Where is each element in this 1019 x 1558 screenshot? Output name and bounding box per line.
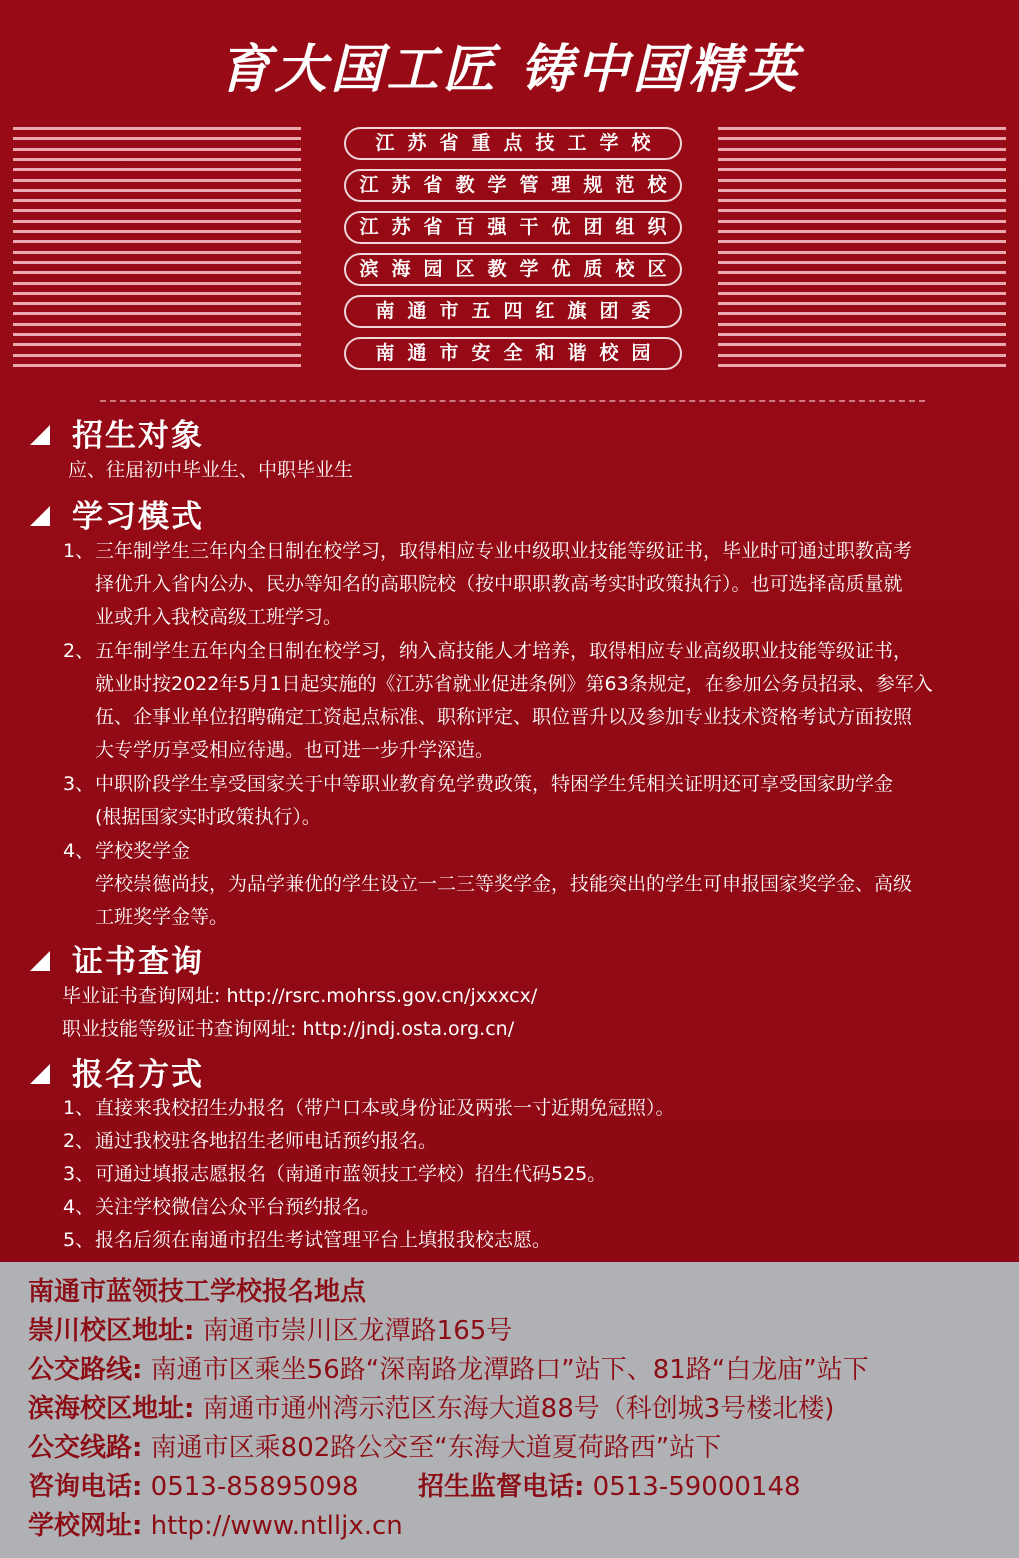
decorative-stripes-right <box>718 127 1006 373</box>
honor-badge: 南通市安全和谐校园 <box>344 337 682 370</box>
stripe-line <box>718 302 1006 305</box>
stripe-line <box>13 271 301 274</box>
supervise-line <box>418 1469 801 1505</box>
item-line: 就业时按2022年5月1日起实施的《江苏省就业促进条例》第63条规定，在参加公务员招录、参军入 <box>95 673 933 695</box>
item-line: 大专学历享受相应待遇。也可进一步升学深造。 <box>95 739 495 761</box>
item-number: 1、 <box>63 540 95 562</box>
stripe-line <box>718 271 1006 274</box>
triangle-bullet-icon <box>30 1064 50 1084</box>
item-text: 通过我校驻各地招生老师电话预约报名。 <box>95 1130 438 1152</box>
stripe-line <box>718 220 1006 223</box>
item-line: (根据国家实时政策执行）。 <box>95 806 321 828</box>
item-number: 2、 <box>63 1130 95 1152</box>
mode-item-4 <box>63 835 983 934</box>
decorative-stripes-left <box>13 127 301 373</box>
stripe-line <box>718 137 1006 140</box>
stripe-line <box>13 209 301 212</box>
stripe-line <box>718 158 1006 161</box>
stripe-line <box>13 343 301 346</box>
web-value[interactable]: http://www.ntlljx.cn <box>150 1511 403 1541</box>
phone-label: 咨询电话: <box>28 1472 143 1502</box>
item-line: 学校崇德尚技，为品学兼优的学生设立一二三等奖学金，技能突出的学生可申报国家奖学金、高级 <box>95 873 913 895</box>
chongchuan-label: 崇川校区地址: <box>28 1316 195 1346</box>
honor-badge: 滨海园区教学优质校区 <box>344 253 682 286</box>
item-text: 可通过填报志愿报名（南通市蓝领技工学校）招生代码525。 <box>95 1163 607 1185</box>
section-title: 报名方式 <box>72 1056 204 1093</box>
item-text: 报名后须在南通市招生考试管理平台上填报我校志愿。 <box>95 1229 552 1251</box>
honor-badge: 南通市五四红旗团委 <box>344 295 682 328</box>
phone-value: 0513-85895098 <box>150 1472 359 1502</box>
stripe-line <box>718 292 1006 295</box>
item-line: 三年制学生三年内全日制在校学习，取得相应专业中级职业技能等级证书，毕业时可通过职教高考 <box>95 540 913 562</box>
triangle-bullet-icon <box>30 506 50 526</box>
stripe-line <box>13 302 301 305</box>
section-cert-header <box>30 936 204 980</box>
stripe-line <box>13 230 301 233</box>
bus1-value: 南通市区乘坐56路“深南路龙潭路口”站下、81路“白龙庙”站下 <box>150 1355 869 1385</box>
chongchuan-value: 南通市崇川区龙潭路165号 <box>202 1316 513 1346</box>
section-title: 招生对象 <box>72 417 204 454</box>
signup-item <box>63 1125 983 1158</box>
stripe-line <box>718 333 1006 336</box>
item-text: 直接来我校招生办报名（带户口本或身份证及两张一寸近期免冠照）。 <box>95 1097 675 1119</box>
stripe-line <box>13 240 301 243</box>
stripe-line <box>13 199 301 202</box>
signup-item <box>63 1092 983 1125</box>
honor-badge: 江苏省重点技工学校 <box>344 127 682 160</box>
address-footer <box>0 1262 1019 1558</box>
triangle-bullet-icon <box>30 425 50 445</box>
honor-badge: 江苏省教学管理规范校 <box>344 169 682 202</box>
stripe-line <box>13 323 301 326</box>
item-number: 3、 <box>63 773 95 795</box>
stripe-line <box>718 312 1006 315</box>
mode-item-1 <box>63 535 983 634</box>
stripe-line <box>718 282 1006 285</box>
bus2-label: 公交线路: <box>28 1433 143 1463</box>
bus2-value: 南通市区乘802路公交至“东海大道夏荷路西”站下 <box>150 1433 722 1463</box>
stripe-line <box>718 127 1006 130</box>
item-line: 工班奖学金等。 <box>95 906 229 928</box>
cert-line-skill: 职业技能等级证书查询网址: http://jndj.osta.org.cn/ <box>62 1018 515 1040</box>
phone-line <box>28 1469 359 1505</box>
chongchuan-address <box>28 1313 512 1349</box>
stripe-line <box>718 364 1006 367</box>
stripe-line <box>718 354 1006 357</box>
item-line: 学校奖学金 <box>95 840 191 862</box>
stripe-line <box>718 199 1006 202</box>
item-number: 1、 <box>63 1097 95 1119</box>
bus-route-2 <box>28 1430 721 1466</box>
section-title: 证书查询 <box>72 943 204 980</box>
stripe-line <box>13 168 301 171</box>
stripe-line <box>13 354 301 357</box>
item-number: 4、 <box>63 1196 95 1218</box>
item-number: 5、 <box>63 1229 95 1251</box>
triangle-bullet-icon <box>30 951 50 971</box>
stripe-line <box>718 261 1006 264</box>
stripe-line <box>13 158 301 161</box>
signup-item <box>63 1158 983 1191</box>
section-mode-header <box>30 491 204 535</box>
stripe-line <box>13 333 301 336</box>
stripe-line <box>718 148 1006 151</box>
stripe-line <box>13 312 301 315</box>
signup-item <box>63 1191 983 1224</box>
mode-item-2 <box>63 635 983 767</box>
binhai-address <box>28 1391 834 1427</box>
section-title: 学习模式 <box>72 498 204 535</box>
stripe-line <box>718 240 1006 243</box>
supervise-value: 0513-59000148 <box>592 1472 801 1502</box>
item-line: 伍、企事业单位招聘确定工资起点标准、职称评定、职位晋升以及参加专业技术资格考试方面按照 <box>95 706 913 728</box>
stripe-line <box>13 127 301 130</box>
binhai-value: 南通市通州湾示范区东海大道88号（科创城3号楼北楼) <box>202 1394 835 1424</box>
item-number: 4、 <box>63 840 95 862</box>
slogan-title: 育大国工匠 铸中国精英 <box>218 40 801 100</box>
stripe-line <box>13 220 301 223</box>
footer-heading <box>28 1274 366 1310</box>
item-line: 择优升入省内公办、民办等知名的高职院校（按中职职教高考实时政策执行）。也可选择高质量就 <box>95 573 903 595</box>
stripe-line <box>13 251 301 254</box>
item-number: 3、 <box>63 1163 95 1185</box>
item-line: 五年制学生五年内全日制在校学习，纳入高技能人才培养，取得相应专业高级职业技能等级证书， <box>95 640 913 662</box>
stripe-line <box>13 179 301 182</box>
dashed-divider <box>100 400 925 402</box>
web-label: 学校网址: <box>28 1511 143 1541</box>
footer-heading-text: 南通市蓝领技工学校报名地点 <box>28 1277 367 1307</box>
stripe-line <box>13 364 301 367</box>
stripe-line <box>718 189 1006 192</box>
stripe-line <box>13 148 301 151</box>
stripe-line <box>13 261 301 264</box>
stripe-line <box>718 168 1006 171</box>
mode-item-3 <box>63 768 983 834</box>
target-text: 应、往届初中毕业生、中职毕业生 <box>68 459 354 481</box>
section-target-header <box>30 410 204 454</box>
stripe-line <box>718 343 1006 346</box>
stripe-line <box>718 209 1006 212</box>
honor-list <box>344 127 682 379</box>
cert-line-graduation: 毕业证书查询网址: http://rsrc.mohrss.gov.cn/jxxxcx/ <box>62 985 538 1007</box>
bus-route-1 <box>28 1352 869 1388</box>
stripe-line <box>718 179 1006 182</box>
bus1-label: 公交路线: <box>28 1355 143 1385</box>
honor-badge: 江苏省百强干优团组织 <box>344 211 682 244</box>
stripe-line <box>13 137 301 140</box>
signup-item <box>63 1224 983 1257</box>
section-signup-header <box>30 1049 204 1093</box>
item-line: 业或升入我校高级工班学习。 <box>95 606 343 628</box>
stripe-line <box>718 251 1006 254</box>
supervise-label: 招生监督电话: <box>418 1472 585 1502</box>
binhai-label: 滨海校区地址: <box>28 1394 195 1424</box>
stripe-line <box>718 323 1006 326</box>
website-line <box>28 1508 403 1544</box>
stripe-line <box>13 282 301 285</box>
stripe-line <box>718 230 1006 233</box>
stripe-line <box>13 292 301 295</box>
item-number: 2、 <box>63 640 95 662</box>
item-line: 中职阶段学生享受国家关于中等职业教育免学费政策，特困学生凭相关证明还可享受国家助学金 <box>95 773 894 795</box>
item-text: 关注学校微信公众平台预约报名。 <box>95 1196 381 1218</box>
stripe-line <box>13 189 301 192</box>
